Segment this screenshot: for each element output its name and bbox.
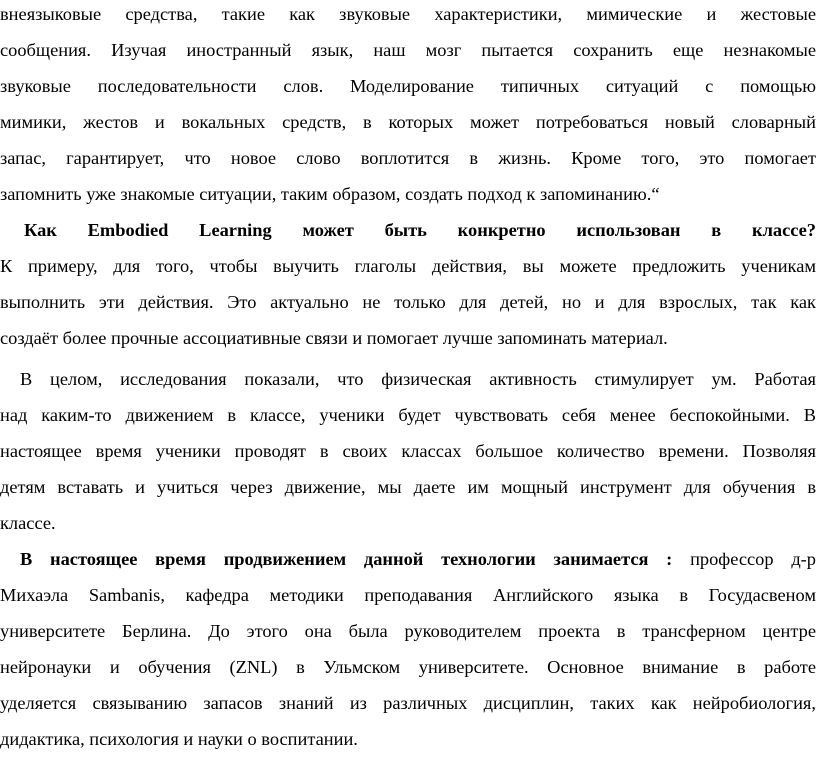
text-line: [0, 541, 816, 577]
text-line: университете Берлина. До этого она была руководителем проекта в трансферном центре: [0, 621, 816, 641]
bold-intro: В настоящее время продвижением данной технологии занимается :: [20, 549, 673, 569]
intro-continuation: профессор д-р: [690, 549, 816, 569]
text-line: мимики, жестов и вокальных средств, в которых может потребоваться новый словарный: [0, 112, 816, 132]
text-line: внеязыковые средства, такие как звуковые характеристики, мимические и жестовые: [0, 4, 816, 24]
section-heading: Как Embodied Learning может быть конкретно использован в классе?: [24, 220, 816, 240]
text-line: классе.: [0, 513, 56, 533]
text-line: К примеру, для того, чтобы выучить глаголы действия, вы можете предложить ученикам: [0, 256, 816, 276]
text-line: нейронауки и обучения (ZNL) в Ульмском университете. Основное внимание в работе: [0, 657, 816, 677]
text-line: дидактика, психология и науки о воспитании.: [0, 729, 358, 749]
text-line: детям вставать и учиться через движение, мы даете им мощный инструмент для обучения в: [0, 477, 816, 497]
text-line: запас, гарантирует, что новое слово воплотится в жизнь. Кроме того, это помогает: [0, 148, 816, 168]
text-line: уделяется связыванию запасов знаний из различных дисциплин, таких как нейробиология,: [0, 693, 816, 713]
text-line: создаёт более прочные ассоциативные связи и помогает лучше запоминать материал.: [0, 328, 668, 348]
text-line: выполнить эти действия. Это актуально не только для детей, но и для взрослых, так как: [0, 292, 816, 312]
text-line: настоящее время ученики проводят в своих классах большое количество времени. Позволяя: [0, 441, 816, 461]
text-line: звуковые последовательности слов. Моделирование типичных ситуаций с помощью: [0, 76, 816, 96]
text-line: запомнить уже знакомые ситуации, таким образом, создать подход к запоминанию.“: [0, 184, 660, 204]
text-line: сообщения. Изучая иностранный язык, наш мозг пытается сохранить еще незнакомые: [0, 40, 816, 60]
text-line: В целом, исследования показали, что физическая активность стимулирует ум. Работая: [20, 369, 816, 389]
text-line: над каким-то движением в классе, ученики будет чувствовать себя менее беспокойными. В: [0, 405, 816, 425]
text-line: Михаэла Sambanis, кафедра методики преподавания Английского языка в Госудасвеном: [0, 585, 816, 605]
